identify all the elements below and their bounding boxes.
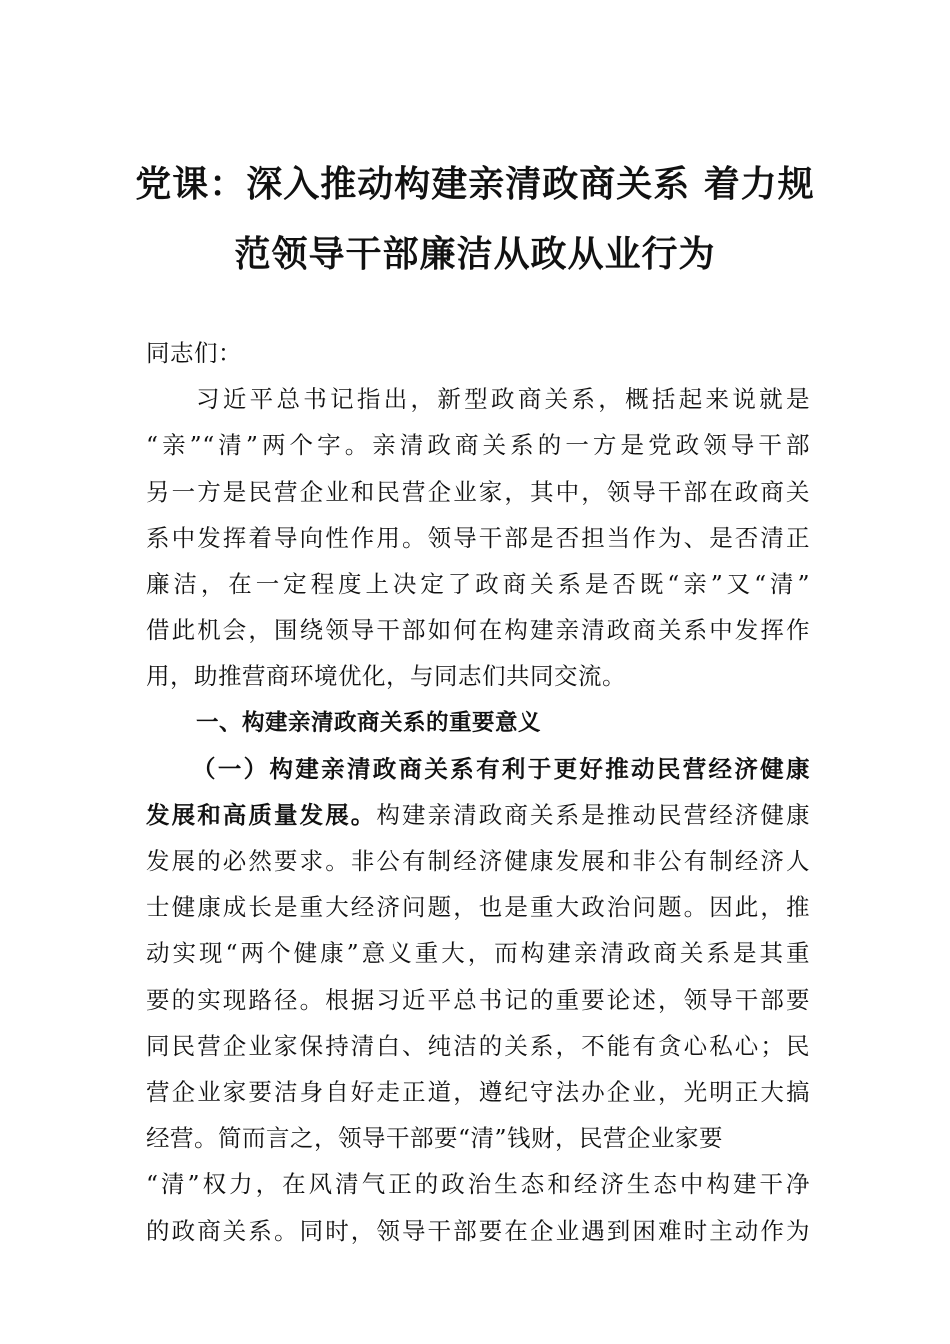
paragraph-line: 营企业家要洁身自好走正道，遵纪守法办企业，光明正大搞 — [146, 1078, 810, 1106]
intro-line: 用，助推营商环境优化，与同志们共同交流。 — [146, 662, 626, 691]
paragraph-line: 动实现“两个健康”意义重大，而构建亲清政商关系是其重 — [146, 939, 810, 968]
intro-line: 系中发挥着导向性作用。领导干部是否担当作为、是否清正 — [146, 523, 810, 552]
paragraph-line: 发展的必然要求。非公有制经济健康发展和非公有制经济人 — [146, 847, 810, 876]
subsection-mixed-line — [146, 792, 810, 838]
section-heading: 一、构建亲清政商关系的重要意义 — [196, 709, 542, 736]
document-title-line-1: 党课：深入推动构建亲清政商关系 着力规 — [135, 164, 815, 205]
document-title-line-2: 范领导干部廉洁从政从业行为 — [234, 234, 716, 275]
paragraph-line: 士健康成长是重大经济问题，也是重大政治问题。因此，推 — [146, 893, 810, 922]
paragraph-line: 同民营企业家保持清白、纯洁的关系，不能有贪心私心；民 — [146, 1031, 810, 1060]
intro-line: 习近平总书记指出，新型政商关系，概括起来说就是 — [196, 385, 810, 414]
intro-line: 借此机会，围绕领导干部如何在构建亲清政商关系中发挥作 — [146, 616, 810, 645]
paragraph-line: 的政商关系。同时，领导干部要在企业遇到困难时主动作为 — [146, 1216, 810, 1245]
intro-line: 廉洁，在一定程度上决定了政商关系是否既“亲”又“清” — [146, 569, 810, 598]
paragraph-line: “清”权力，在风清气正的政治生态和经济生态中构建干净 — [146, 1170, 810, 1199]
document-body — [146, 330, 810, 1254]
paragraph-line: 要的实现路径。根据习近平总书记的重要论述，领导干部要 — [146, 985, 810, 1014]
subsection-heading-tail: 发展和高质量发展。 — [146, 800, 377, 829]
intro-line: 另一方是民营企业和民营企业家，其中，领导干部在政商关 — [146, 477, 810, 506]
subsection-heading-line: （一）构建亲清政商关系有利于更好推动民营经济健康 — [192, 754, 810, 783]
paragraph-text: 构建亲清政商关系是推动民营经济健康 — [376, 800, 810, 829]
intro-line: “亲”“清”两个字。亲清政商关系的一方是党政领导干部 — [146, 431, 810, 460]
salutation: 同志们： — [146, 339, 242, 367]
paragraph-line: 经营。简而言之，领导干部要“清”钱财，民营企业家要 — [146, 1124, 724, 1153]
